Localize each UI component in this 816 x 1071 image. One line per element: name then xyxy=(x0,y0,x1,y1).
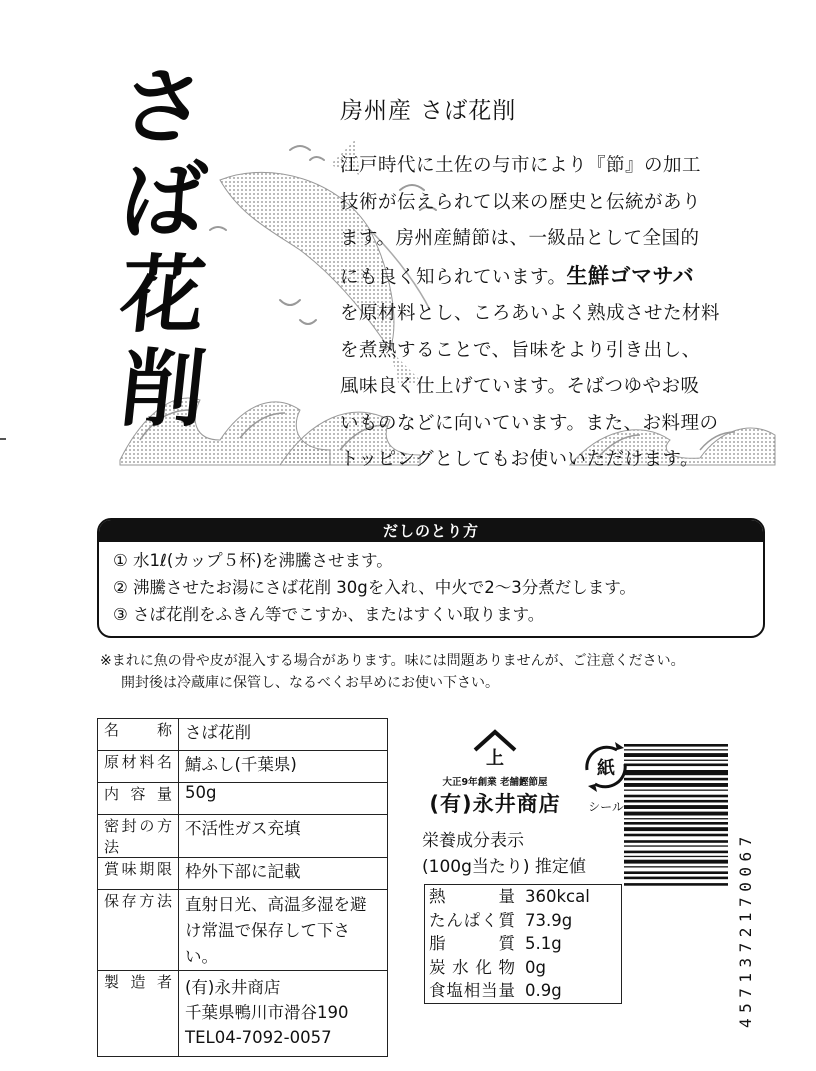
barcode-bar xyxy=(624,749,728,750)
description-line: を原材料とし、ころあいよく熟成させた材料 xyxy=(340,303,721,324)
barcode-bar xyxy=(624,795,728,798)
dashi-step: ① 水1ℓ(カップ５杯)を沸騰させます。 xyxy=(113,551,393,570)
nutrition-heading xyxy=(422,828,586,880)
barcode-bar xyxy=(624,753,728,757)
description-line: 技術が伝えられて以来の歴史と伝統があり xyxy=(340,191,702,213)
nutrition-label: 炭水化物 xyxy=(429,957,515,977)
barcode-bar xyxy=(624,805,728,809)
calligraphy-char: ば xyxy=(115,151,211,250)
calligraphy-char: さ xyxy=(115,57,211,156)
description-line: 江戸時代に土佐の与市により『節』の加工 xyxy=(340,155,702,176)
barcode xyxy=(624,740,752,1030)
spec-label: 内容量 xyxy=(98,783,179,815)
nutrition-value: 360kcal xyxy=(525,887,590,906)
nutrition-subtitle: (100g当たり) 推定値 xyxy=(422,857,586,877)
nutrition-row xyxy=(425,909,622,933)
dashi-title: だしのとり方 xyxy=(99,520,763,542)
spec-value: 鯖ふし(千葉県) xyxy=(179,751,388,783)
caution-note: ※まれに魚の骨や皮が混入する場合があります。味には問題ありませんが、ご注意ください。 xyxy=(100,653,685,669)
description-line: トッピングとしてもお使いいただけます。 xyxy=(340,449,699,470)
caution-notes xyxy=(100,650,685,694)
spec-label: 製造者 xyxy=(98,971,179,1057)
spec-row xyxy=(98,858,388,890)
spec-value: 不活性ガス充填 xyxy=(179,815,388,858)
spec-row xyxy=(98,890,388,971)
maker-established: 大正9年創業 老舗鰹節屋 xyxy=(442,777,548,788)
spec-label: 賞味期限 xyxy=(98,858,179,890)
barcode-bar xyxy=(624,877,728,880)
barcode-bar xyxy=(624,883,728,886)
description-line: を煮熟することで、旨味をより引き出し、 xyxy=(340,339,701,361)
spec-value: (有)永井商店 千葉県鴨川市滑谷190 TEL04-7092-0057 xyxy=(179,971,388,1057)
calligraphy-char: 花 xyxy=(115,245,211,344)
barcode-bar xyxy=(624,744,728,747)
spec-row xyxy=(98,751,388,783)
nutrition-value: 5.1g xyxy=(525,934,562,953)
highlight-text: 生鮮ゴマサバ xyxy=(566,263,695,288)
spec-row xyxy=(98,815,388,858)
description-line: いものなどに向いています。また、お料理の xyxy=(340,412,719,434)
nutrition-row xyxy=(425,932,622,956)
maker-name: (有)永井商店 xyxy=(429,792,561,816)
recycle-symbol: 紙 xyxy=(597,758,615,779)
barcode-bar xyxy=(624,783,728,787)
spec-row xyxy=(98,971,388,1057)
nutrition-row xyxy=(425,979,622,1003)
barcode-bar xyxy=(624,812,728,816)
calligraphy-char: 削 xyxy=(115,339,211,438)
spec-label: 密封の方法 xyxy=(98,815,179,858)
barcode-bar xyxy=(624,818,728,819)
spec-label: 原材料名 xyxy=(98,751,179,783)
spec-label: 名 称 xyxy=(98,719,179,751)
barcode-bar xyxy=(624,800,728,803)
nutrition-title: 栄養成分表示 xyxy=(422,831,524,851)
nutrition-row xyxy=(425,885,622,909)
product-heading: 房州産 さば花削 xyxy=(340,98,517,124)
barcode-bar xyxy=(624,790,728,791)
barcode-bar xyxy=(624,778,728,781)
roof-mark-icon xyxy=(472,728,518,768)
nutrition-label: 脂質 xyxy=(429,934,515,953)
dashi-steps xyxy=(113,547,636,628)
dashi-step: ② 沸騰させたお湯にさば花削 30gを入れ、中火で2～3分煮だします。 xyxy=(113,578,636,597)
description-line: 風味良く仕上げています。そばつゆやお吸 xyxy=(340,376,700,397)
barcode-bar xyxy=(624,840,728,843)
barcode-bar xyxy=(624,764,728,767)
nutrition-value: 0g xyxy=(525,957,546,977)
svg-text:上: 上 xyxy=(486,748,504,768)
spec-row xyxy=(98,719,388,751)
barcode-bar xyxy=(624,760,728,761)
spec-value: 枠外下部に記載 xyxy=(179,858,388,890)
nutrition-value: 0.9g xyxy=(525,981,562,1000)
nutrition-row xyxy=(425,956,622,980)
spec-value: 直射日光、高温多湿を避け常温で保存して下さい。 xyxy=(179,890,388,971)
barcode-bar xyxy=(624,822,728,825)
barcode-bar xyxy=(624,871,728,874)
nutrition-label: たんぱく質 xyxy=(429,910,515,930)
barcode-bar xyxy=(624,827,728,831)
barcode-bar xyxy=(624,834,728,837)
nutrition-label: 食塩相当量 xyxy=(429,981,515,1000)
product-description xyxy=(340,148,770,479)
dashi-instructions-box xyxy=(97,518,765,638)
spec-row xyxy=(98,783,388,815)
calligraphy-title xyxy=(108,57,218,438)
product-spec-table xyxy=(97,718,388,1057)
storage-note: 開封後は冷蔵庫に保管し、なるべくお早めにお使い下さい。 xyxy=(121,675,499,691)
description-line xyxy=(340,258,770,297)
spec-value: さば花削 xyxy=(179,719,388,751)
nutrition-label: 熱量 xyxy=(429,887,515,906)
edge-tick xyxy=(0,438,6,440)
barcode-bar xyxy=(624,860,728,864)
dashi-step: ③ さば花削をふきん等でこすか、またはすくい取ります。 xyxy=(113,605,545,624)
barcode-bar xyxy=(624,770,728,775)
description-line: ます。房州産鯖節は、一級品として全国的 xyxy=(340,228,700,249)
barcode-bar xyxy=(624,851,728,854)
barcode-bar xyxy=(624,845,728,846)
spec-value: 50g xyxy=(179,783,388,815)
spec-label: 保存方法 xyxy=(98,890,179,971)
barcode-bar xyxy=(624,866,728,867)
nutrition-value: 73.9g xyxy=(525,910,573,930)
nutrition-table xyxy=(424,884,622,1004)
recycle-label: シール xyxy=(588,800,624,814)
description-text: にも良く知られています。 xyxy=(340,266,567,288)
barcode-bar xyxy=(624,856,728,857)
maker-logo xyxy=(420,728,570,818)
barcode-number: 4571372170067 xyxy=(736,831,755,1028)
